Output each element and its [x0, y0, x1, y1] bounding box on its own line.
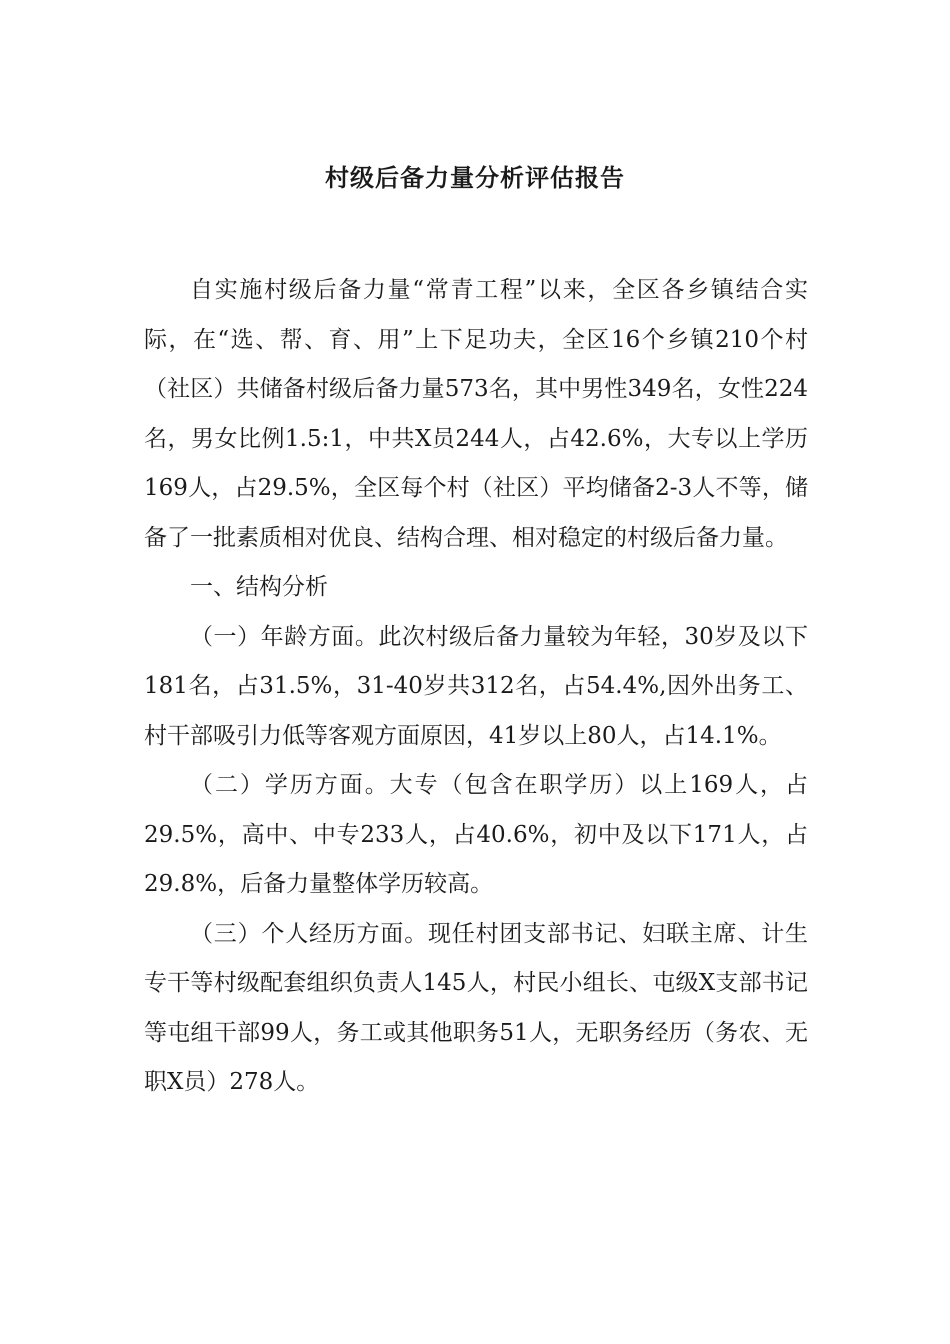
- education-paragraph: （二）学历方面。大专（包含在职学历）以上169人，占29.5%，高中、中专233人，占40.6%，初中及以下171人，占29.8%，后备力量整体学历较高。: [144, 772, 808, 897]
- document-title: 村级后备力量分析评估报告: [325, 163, 625, 192]
- experience-paragraph: （三）个人经历方面。现任村团支部书记、妇联主席、计生专干等村级配套组织负责人145人，村民小组长、屯级X支部书记等屯组干部99人，务工或其他职务51人，无职务经历（务农、无职X员）278人。: [144, 920, 808, 1095]
- section-heading-structure-analysis: 一、结构分析: [190, 574, 328, 600]
- intro-paragraph: 自实施村级后备力量“常青工程”以来，全区各乡镇结合实际，在“选、帮、育、用”上下足功夫，全区16个乡镇210个村（社区）共储备村级后备力量573名，其中男性349名，女性224名，男女比例1.5:1，中共X员244人，占42.6%，大专以上学历169人，占29.5%，全区每个村（社区）平均储备2-3人不等，储备了一批素质相对优良、结构合理、相对稳定的村级后备力量。: [144, 277, 808, 551]
- document-body: [144, 266, 808, 1108]
- age-paragraph: （一）年龄方面。此次村级后备力量较为年轻，30岁及以下181名，占31.5%，31-40岁共312名，占54.4%,因外出务工、村干部吸引力低等客观方面原因，41岁以上80人，占14.1%。: [144, 623, 808, 749]
